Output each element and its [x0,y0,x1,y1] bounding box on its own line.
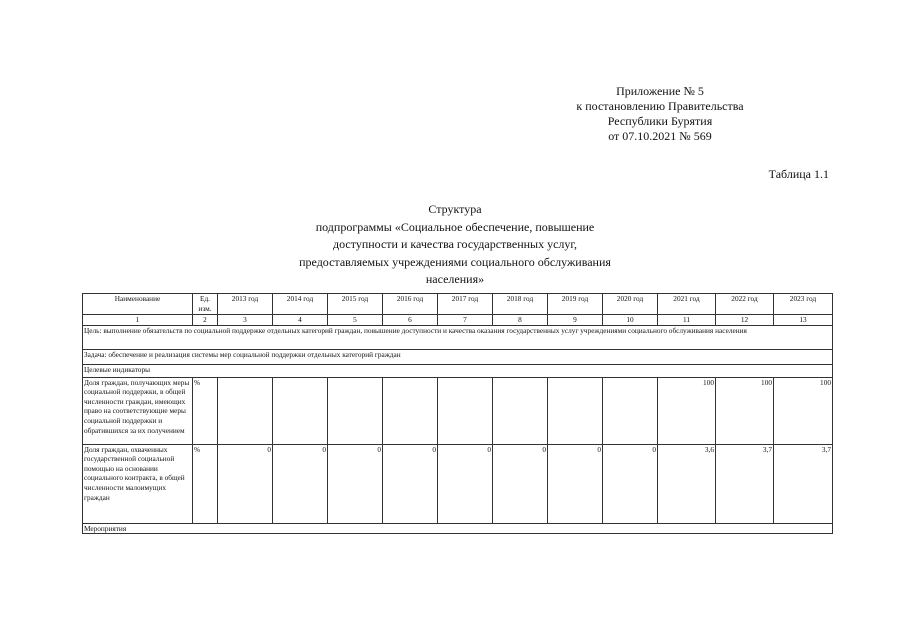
value-cell [603,377,658,444]
value-cell: 100 [716,377,774,444]
title-line-2: подпрограммы «Социальное обеспечение, повышение [315,219,595,234]
value-cell: 0 [273,444,328,523]
column-number: 8 [493,315,548,326]
value-cell: 0 [548,444,603,523]
title-line-3: доступности и качества государственных услуг, [333,237,577,251]
value-cell: 0 [328,444,383,523]
value-cell: 3,6 [658,444,716,523]
header-cell: 2019 год [548,294,603,315]
indicator-unit: % [193,377,218,444]
header-cell: 2020 год [603,294,658,315]
column-number: 9 [548,315,603,326]
indicator-unit: % [193,444,218,523]
value-cell: 100 [658,377,716,444]
value-cell: 0 [438,444,493,523]
column-number: 12 [716,315,774,326]
column-number: 6 [383,315,438,326]
value-cell [328,377,383,444]
value-cell: 0 [218,444,273,523]
column-number: 1 [83,315,193,326]
activities-row [83,523,833,534]
appendix-line-1: Приложение № 5 [616,84,704,98]
task-row [83,349,833,364]
header-cell: 2023 год [774,294,833,315]
header-cell: 2015 год [328,294,383,315]
value-cell [493,377,548,444]
column-number-row [83,315,833,326]
goal-text: Цель: выполнение обязательств по социальной поддержке отдельных категорий граждан, повышение доступности и качества оказания государственных услуг учреждениями социального обслуживания населения [83,325,833,349]
activities-label: Мероприятия [83,523,833,534]
column-number: 5 [328,315,383,326]
document-title [250,201,660,289]
title-line-1: Структура [428,202,482,216]
goal-row [83,325,833,349]
header-cell: 2018 год [493,294,548,315]
column-number: 3 [218,315,273,326]
header-cell: 2022 год [716,294,774,315]
column-number: 4 [273,315,328,326]
column-number: 11 [658,315,716,326]
value-cell [383,377,438,444]
header-cell: 2014 год [273,294,328,315]
column-number: 10 [603,315,658,326]
table-row [83,377,833,444]
task-text: Задача: обеспечение и реализация системы мер социальной поддержки отдельных категорий граждан [83,349,833,364]
header-cell: 2013 год [218,294,273,315]
appendix-line-3: Республики Бурятия [607,114,713,128]
column-number: 7 [438,315,493,326]
title-line-5: населения» [425,272,485,286]
appendix-line-4: от 07.10.2021 № 569 [608,129,712,143]
structure-table [82,293,833,534]
value-cell: 0 [493,444,548,523]
value-cell [218,377,273,444]
column-number: 13 [774,315,833,326]
indicator-name: Доля граждан, охваченных государственной социальной помощью на основании социального контракта, в общей численности малоимущих граждан [83,444,193,523]
column-number: 2 [193,315,218,326]
value-cell: 0 [603,444,658,523]
value-cell: 3,7 [774,444,833,523]
indicators-label: Целевые индикаторы [83,364,833,377]
table-label: Таблица 1.1 [768,167,829,181]
title-line-4: предоставляемых учреждениями социального обслуживания [299,254,611,269]
value-cell [273,377,328,444]
indicators-row [83,364,833,377]
header-cell: Ед. изм. [193,294,218,315]
value-cell [548,377,603,444]
value-cell: 0 [383,444,438,523]
value-cell [438,377,493,444]
header-cell: Наименование [83,294,193,315]
appendix-line-2: к постановлению Правительства [576,99,744,113]
header-row [83,294,833,315]
value-cell: 100 [774,377,833,444]
indicator-name-text: Доля граждан, получающих меры социальной поддержки, в общей численности граждан, имеющих право на соответствующие меры социальной поддержки и обратившихся за их получением [84,377,190,435]
value-cell: 3,7 [716,444,774,523]
appendix-block [540,84,780,144]
indicator-name [83,377,193,444]
header-cell: 2016 год [383,294,438,315]
header-cell: 2017 год [438,294,493,315]
table-row [83,444,833,523]
header-cell: 2021 год [658,294,716,315]
